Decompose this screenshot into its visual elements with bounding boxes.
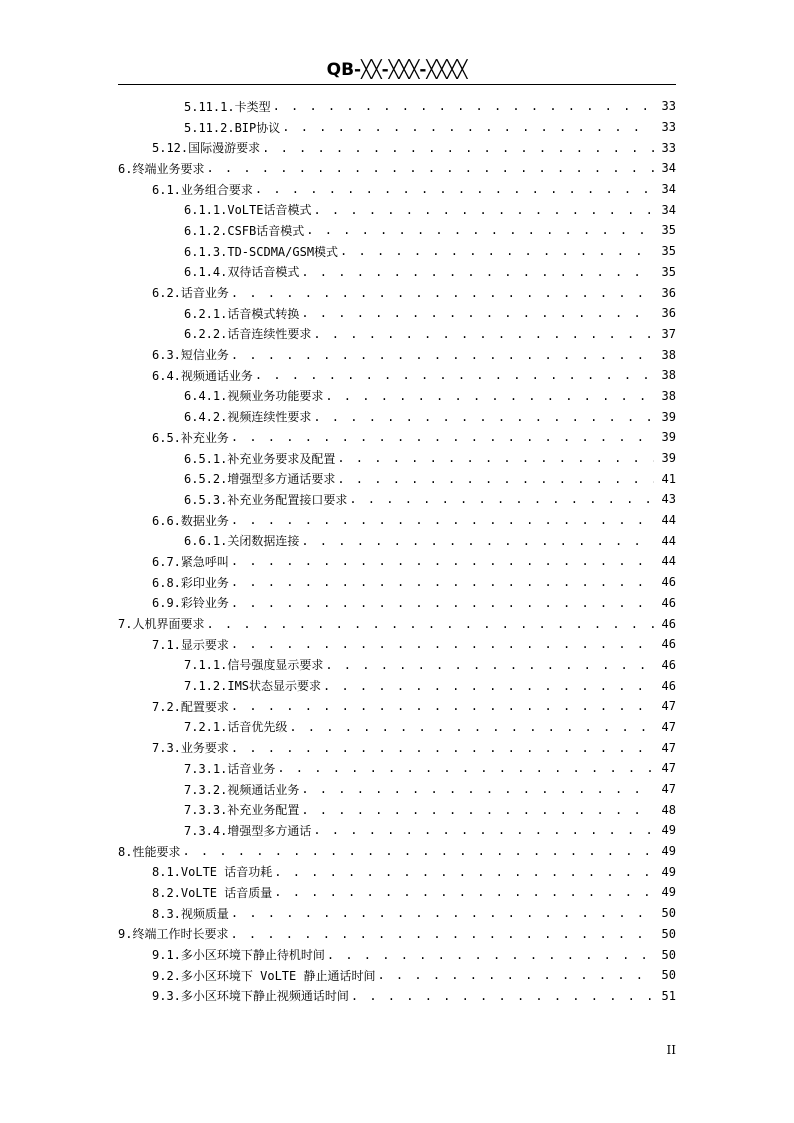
toc-entry[interactable] — [118, 799, 676, 820]
toc-entry-title: 8.3.视频质量 — [152, 906, 229, 921]
toc-leader-dots — [182, 844, 654, 858]
toc-entry[interactable] — [118, 386, 676, 407]
toc-entry-title: 7.3.2.视频通话业务 — [184, 782, 300, 797]
toc-entry-page: 46 — [661, 595, 676, 610]
toc-entry[interactable] — [118, 613, 676, 634]
toc-entry-page: 49 — [661, 844, 676, 859]
toc-entry-page: 34 — [661, 182, 676, 197]
toc-leader-dots — [337, 472, 654, 486]
toc-entry[interactable] — [118, 758, 676, 779]
toc-leader-dots — [327, 948, 654, 962]
toc-leader-dots — [313, 410, 654, 424]
toc-entry-page: 44 — [661, 554, 676, 569]
toc-entry[interactable] — [118, 406, 676, 427]
toc-entry[interactable] — [118, 489, 676, 510]
toc-entry-title: 9.终端工作时长要求 — [118, 927, 229, 942]
toc-entry[interactable] — [118, 986, 676, 1007]
toc-leader-dots — [206, 161, 654, 175]
toc-entry-page: 50 — [661, 906, 676, 921]
toc-entry-page: 33 — [661, 120, 676, 135]
toc-entry-page: 46 — [661, 575, 676, 590]
toc-entry-title: 6.5.3.补充业务配置接口要求 — [184, 492, 348, 507]
toc-entry-title: 6.5.补充业务 — [152, 430, 229, 445]
toc-entry[interactable] — [118, 634, 676, 655]
toc-leader-dots — [231, 741, 654, 755]
toc-leader-dots — [274, 885, 654, 899]
toc-entry-page: 34 — [661, 161, 676, 176]
toc-entry-title: 9.2.多小区环境下 VoLTE 静止通话时间 — [152, 968, 376, 983]
toc-entry-title: 9.3.多小区环境下静止视频通话时间 — [152, 989, 349, 1004]
page-header — [118, 56, 676, 84]
toc-entry[interactable] — [118, 882, 676, 903]
toc-leader-dots — [231, 575, 654, 589]
toc-entry-page: 39 — [661, 430, 676, 445]
toc-leader-dots — [351, 989, 654, 1003]
toc-entry-page: 50 — [661, 968, 676, 983]
toc-entry-title: 5.11.1.卡类型 — [184, 99, 271, 114]
toc-entry-title: 6.7.紧急呼叫 — [152, 554, 229, 569]
toc-entry-title: 6.1.4.双待话音模式 — [184, 265, 300, 280]
toc-leader-dots — [301, 782, 654, 796]
toc-leader-dots — [231, 554, 654, 568]
toc-entry[interactable] — [118, 593, 676, 614]
toc-entry-title: 7.3.业务要求 — [152, 741, 229, 756]
toc-entry[interactable] — [118, 717, 676, 738]
toc-entry-page: 49 — [661, 864, 676, 879]
toc-leader-dots — [323, 679, 654, 693]
toc-entry-title: 6.1.1.VoLTE话音模式 — [184, 203, 312, 218]
toc-leader-dots — [301, 306, 654, 320]
header-rule — [118, 84, 676, 85]
toc-entry-title: 6.2.2.话音连续性要求 — [184, 327, 312, 342]
toc-entry-title: 6.4.视频通话业务 — [152, 368, 253, 383]
toc-entry-title: 7.人机界面要求 — [118, 617, 205, 632]
toc-entry-page: 46 — [661, 637, 676, 652]
toc-leader-dots — [306, 223, 654, 237]
toc-entry-title: 6.8.彩印业务 — [152, 575, 229, 590]
toc-entry-page: 41 — [661, 471, 676, 486]
toc-entry-page: 49 — [661, 885, 676, 900]
toc-entry[interactable] — [118, 303, 676, 324]
toc-entry-page: 46 — [661, 678, 676, 693]
toc-entry[interactable] — [118, 324, 676, 345]
toc-entry[interactable] — [118, 448, 676, 469]
toc-entry-title: 6.4.2.视频连续性要求 — [184, 410, 312, 425]
toc-leader-dots — [231, 699, 654, 713]
table-of-contents — [118, 96, 676, 1006]
toc-entry-title: 6.1.2.CSFB话音模式 — [184, 223, 305, 238]
toc-leader-dots — [325, 389, 654, 403]
toc-leader-dots — [231, 430, 654, 444]
toc-entry-title: 7.3.4.增强型多方通话 — [184, 823, 312, 838]
toc-leader-dots — [313, 203, 654, 217]
toc-leader-dots — [301, 534, 654, 548]
toc-entry-page: 51 — [661, 988, 676, 1003]
toc-entry-title: 5.12.国际漫游要求 — [152, 141, 261, 156]
toc-entry[interactable] — [118, 427, 676, 448]
toc-entry[interactable] — [118, 861, 676, 882]
toc-entry[interactable] — [118, 468, 676, 489]
toc-entry[interactable] — [118, 262, 676, 283]
toc-leader-dots — [262, 141, 654, 155]
toc-entry[interactable] — [118, 572, 676, 593]
toc-entry-title: 6.终端业务要求 — [118, 161, 205, 176]
toc-leader-dots — [313, 823, 654, 837]
toc-entry[interactable] — [118, 282, 676, 303]
toc-entry[interactable] — [118, 965, 676, 986]
toc-entry-title: 9.1.多小区环境下静止待机时间 — [152, 948, 325, 963]
toc-entry-title: 6.3.短信业务 — [152, 348, 229, 363]
toc-leader-dots — [377, 968, 654, 982]
toc-entry[interactable] — [118, 655, 676, 676]
toc-entry-title: 8.1.VoLTE 话音功耗 — [152, 865, 273, 880]
toc-entry-page: 35 — [661, 223, 676, 238]
toc-entry[interactable] — [118, 675, 676, 696]
toc-entry-title: 7.3.1.话音业务 — [184, 761, 276, 776]
toc-entry[interactable] — [118, 199, 676, 220]
toc-entry-page: 36 — [661, 306, 676, 321]
toc-entry-title: 7.3.3.补充业务配置 — [184, 803, 300, 818]
toc-entry-title: 6.1.业务组合要求 — [152, 182, 253, 197]
toc-entry-title: 6.6.数据业务 — [152, 513, 229, 528]
toc-entry-page: 50 — [661, 926, 676, 941]
toc-entry-page: 47 — [661, 740, 676, 755]
toc-entry-page: 46 — [661, 616, 676, 631]
toc-leader-dots — [313, 327, 654, 341]
toc-entry[interactable] — [118, 841, 676, 862]
toc-entry[interactable] — [118, 158, 676, 179]
toc-entry-page: 38 — [661, 347, 676, 362]
toc-entry[interactable] — [118, 365, 676, 386]
toc-entry[interactable] — [118, 903, 676, 924]
toc-leader-dots — [277, 761, 654, 775]
toc-leader-dots — [289, 720, 654, 734]
toc-entry-title: 6.5.1.补充业务要求及配置 — [184, 451, 336, 466]
toc-entry-page: 34 — [661, 202, 676, 217]
toc-entry-title: 6.4.1.视频业务功能要求 — [184, 389, 324, 404]
toc-leader-dots — [301, 265, 654, 279]
toc-entry-title: 5.11.2.BIP协议 — [184, 120, 281, 135]
toc-leader-dots — [231, 596, 654, 610]
toc-entry[interactable] — [118, 779, 676, 800]
toc-leader-dots — [274, 865, 654, 879]
toc-entry-page: 46 — [661, 657, 676, 672]
toc-entry-page: 38 — [661, 368, 676, 383]
toc-entry-page: 43 — [661, 492, 676, 507]
toc-entry-page: 36 — [661, 285, 676, 300]
toc-entry-page: 39 — [661, 409, 676, 424]
toc-entry[interactable] — [118, 220, 676, 241]
toc-entry-title: 7.2.1.话音优先级 — [184, 720, 288, 735]
toc-entry-title: 7.1.显示要求 — [152, 637, 229, 652]
toc-leader-dots — [255, 368, 654, 382]
toc-entry[interactable] — [118, 551, 676, 572]
document-code: QB-╳╳-╳╳╳-╳╳╳╳ — [326, 60, 468, 80]
toc-entry-page: 33 — [661, 140, 676, 155]
toc-entry[interactable] — [118, 924, 676, 945]
toc-entry-title: 7.1.1.信号强度显示要求 — [184, 658, 324, 673]
toc-entry-page: 47 — [661, 719, 676, 734]
toc-entry-page: 47 — [661, 761, 676, 776]
toc-entry-title: 6.2.1.话音模式转换 — [184, 306, 300, 321]
toc-entry[interactable] — [118, 820, 676, 841]
toc-entry[interactable] — [118, 944, 676, 965]
toc-entry-page: 47 — [661, 782, 676, 797]
toc-entry-title: 6.2.话音业务 — [152, 286, 229, 301]
toc-leader-dots — [255, 182, 654, 196]
toc-entry[interactable] — [118, 737, 676, 758]
toc-leader-dots — [206, 617, 654, 631]
toc-entry[interactable] — [118, 241, 676, 262]
toc-entry-page: 48 — [661, 802, 676, 817]
toc-entry[interactable] — [118, 137, 676, 158]
toc-leader-dots — [301, 803, 654, 817]
toc-entry-page: 35 — [661, 264, 676, 279]
toc-leader-dots — [340, 244, 654, 258]
toc-leader-dots — [325, 658, 654, 672]
toc-entry[interactable] — [118, 117, 676, 138]
toc-entry[interactable] — [118, 530, 676, 551]
toc-entry-title: 6.6.1.关闭数据连接 — [184, 534, 300, 549]
toc-entry[interactable] — [118, 510, 676, 531]
toc-entry-page: 47 — [661, 699, 676, 714]
toc-entry-page: 44 — [661, 533, 676, 548]
toc-leader-dots — [231, 513, 654, 527]
toc-entry[interactable] — [118, 96, 676, 117]
toc-entry-title: 8.2.VoLTE 话音质量 — [152, 885, 273, 900]
toc-leader-dots — [282, 120, 654, 134]
toc-entry-page: 37 — [661, 326, 676, 341]
toc-leader-dots — [273, 99, 654, 113]
toc-entry-title: 6.1.3.TD-SCDMA/GSM模式 — [184, 244, 339, 259]
toc-leader-dots — [337, 451, 654, 465]
toc-leader-dots — [231, 637, 654, 651]
toc-entry-page: 38 — [661, 388, 676, 403]
toc-entry-page: 39 — [661, 451, 676, 466]
toc-entry-title: 8.性能要求 — [118, 844, 181, 859]
toc-entry-title: 7.1.2.IMS状态显示要求 — [184, 679, 322, 694]
toc-entry-title: 6.5.2.增强型多方通话要求 — [184, 472, 336, 487]
toc-entry-title: 7.2.配置要求 — [152, 699, 229, 714]
toc-entry-page: 50 — [661, 947, 676, 962]
toc-entry[interactable] — [118, 696, 676, 717]
toc-leader-dots — [231, 348, 654, 362]
toc-leader-dots — [231, 906, 654, 920]
toc-leader-dots — [349, 492, 654, 506]
toc-entry-title: 6.9.彩铃业务 — [152, 596, 229, 611]
toc-entry[interactable] — [118, 179, 676, 200]
page-number: II — [666, 1043, 676, 1057]
toc-entry[interactable] — [118, 344, 676, 365]
toc-entry-page: 49 — [661, 823, 676, 838]
toc-entry-page: 33 — [661, 99, 676, 114]
toc-entry-page: 35 — [661, 244, 676, 259]
toc-leader-dots — [230, 927, 654, 941]
toc-entry-page: 44 — [661, 513, 676, 528]
toc-leader-dots — [231, 286, 654, 300]
